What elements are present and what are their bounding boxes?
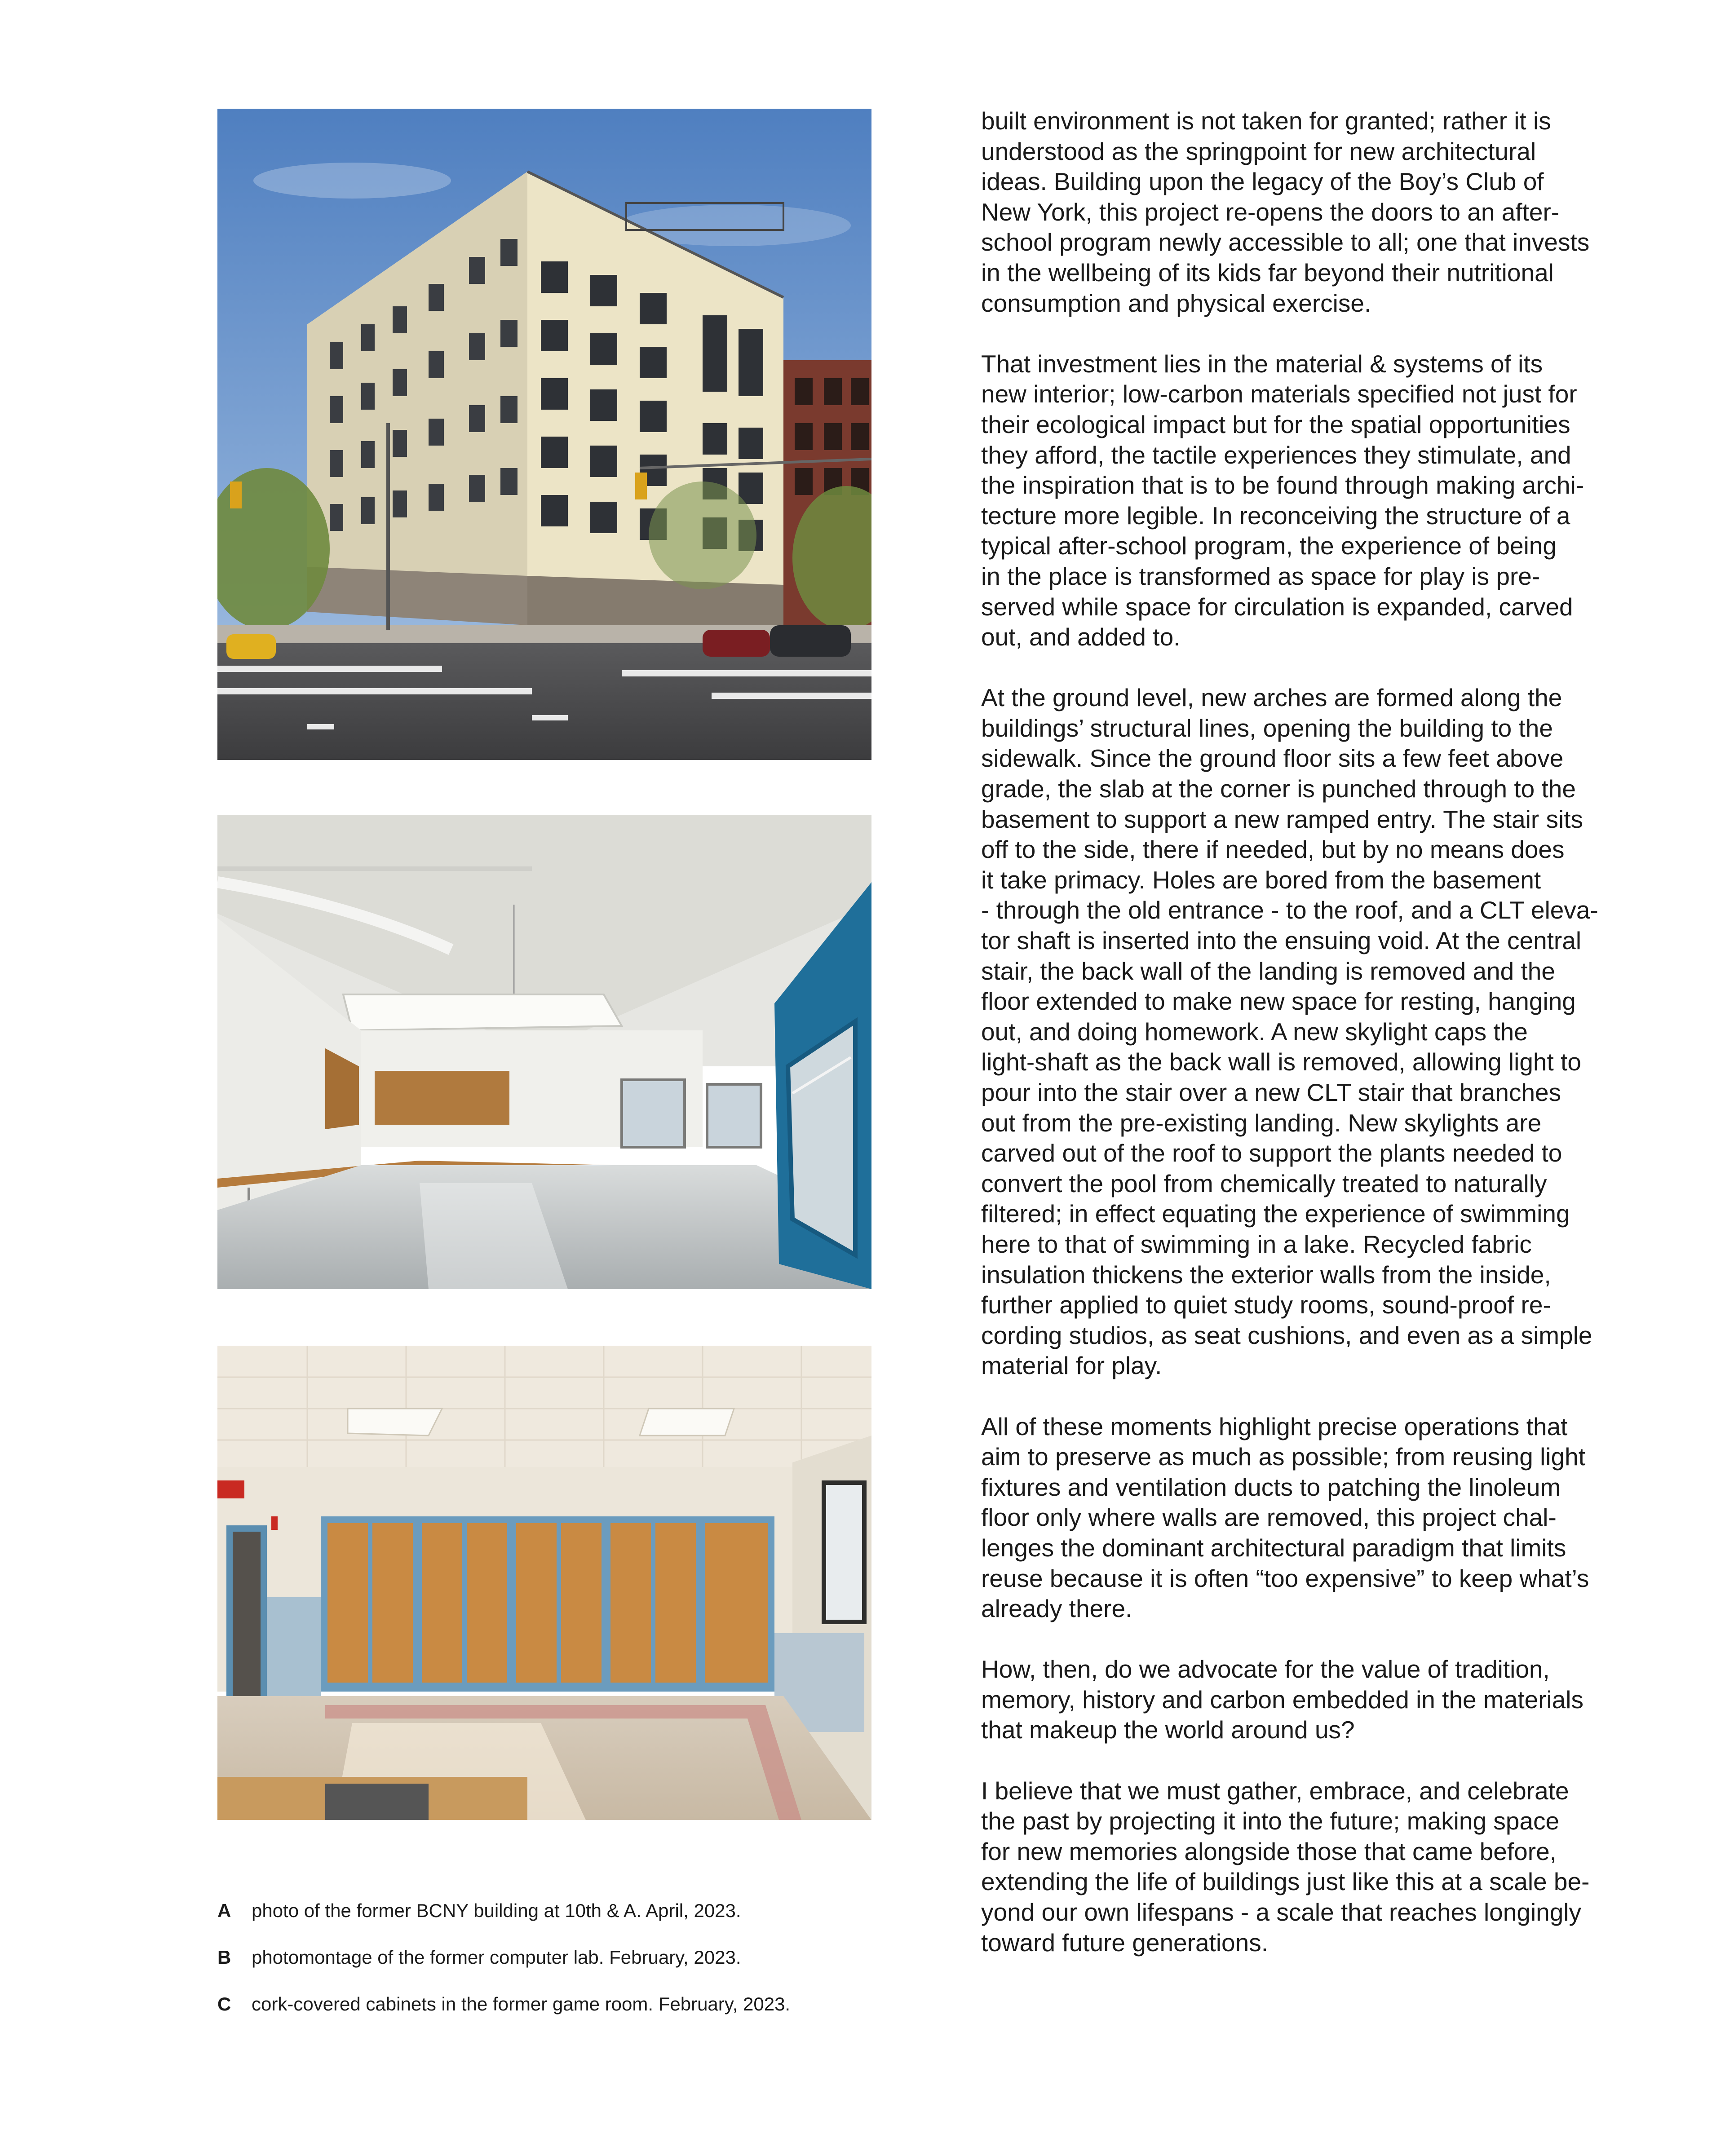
body-text-line: already there.	[981, 1595, 1132, 1623]
caption-c-text: cork-covered cabinets in the former game room. February, 2023.	[252, 1993, 791, 2015]
body-text-line: - through the old entrance - to the roof, and a CLT eleva-	[981, 896, 1598, 924]
caption-b-text: photomontage of the former computer lab. February, 2023.	[252, 1947, 741, 1968]
body-text-line: in the wellbeing of its kids far beyond their nutritional	[981, 258, 1554, 287]
body-text-line: school program newly accessible to all; one that invests	[981, 228, 1590, 256]
body-text-line: tor shaft is inserted into the ensuing void. At the central	[981, 927, 1582, 955]
caption-a-text: photo of the former BCNY building at 10th & A. April, 2023.	[252, 1900, 741, 1921]
body-text-line: fixtures and ventilation ducts to patching the linoleum	[981, 1473, 1561, 1501]
caption-a	[217, 1899, 741, 1922]
body-text-line: out, and added to.	[981, 623, 1181, 651]
body-text-line: basement to support a new ramped entry. The stair sits	[981, 805, 1583, 833]
body-text-line: cording studios, as seat cushions, and even as a simple	[981, 1321, 1592, 1349]
body-text-line: material for play.	[981, 1352, 1162, 1380]
body-text-line: carved out of the roof to support the plants needed to	[981, 1139, 1562, 1167]
body-text-line: At the ground level, new arches are formed along the	[981, 684, 1562, 712]
caption-a-letter: A	[217, 1900, 231, 1921]
body-paragraph	[981, 106, 1650, 318]
body-text-line: that makeup the world around us?	[981, 1716, 1355, 1744]
body-text-line: further applied to quiet study rooms, sound-proof re-	[981, 1291, 1551, 1319]
body-text-line: memory, history and carbon embedded in the materials	[981, 1685, 1584, 1714]
body-text-line: consumption and physical exercise.	[981, 289, 1371, 317]
body-paragraph	[981, 1412, 1650, 1624]
body-text-line: their ecological impact but for the spatial opportunities	[981, 410, 1570, 438]
body-text-line: off to the side, there if needed, but by no means does	[981, 835, 1565, 864]
photo-c-game-room-cabinets	[217, 1346, 871, 1820]
caption-b	[217, 1946, 741, 1969]
body-text-line: convert the pool from chemically treated to naturally	[981, 1169, 1547, 1197]
body-text-line: tecture more legible. In reconceiving the structure of a	[981, 501, 1570, 530]
game-room-cabinets-image	[217, 1346, 871, 1820]
body-text-line: for new memories alongside those that came before,	[981, 1837, 1557, 1865]
body-text-line: grade, the slab at the corner is punched through to the	[981, 775, 1576, 803]
building-exterior-image	[217, 109, 871, 760]
body-text-line: How, then, do we advocate for the value of tradition,	[981, 1655, 1550, 1683]
body-paragraph	[981, 683, 1650, 1381]
body-text-line: the past by projecting it into the future; making space	[981, 1807, 1560, 1835]
body-text-line: filtered; in effect equating the experience of swimming	[981, 1200, 1570, 1228]
body-text-line: floor only where walls are removed, this project chal-	[981, 1503, 1557, 1532]
body-text-line: insulation thickens the exterior walls from the inside,	[981, 1260, 1551, 1289]
body-text-line: ideas. Building upon the legacy of the Boy’s Club of	[981, 168, 1544, 196]
body-text-line: lenges the dominant architectural paradigm that limits	[981, 1533, 1566, 1562]
body-text-line: sidewalk. Since the ground floor sits a few feet above	[981, 744, 1564, 773]
body-text-column	[981, 106, 1650, 1988]
photo-b-computer-lab	[217, 815, 871, 1289]
body-paragraph	[981, 349, 1650, 653]
body-paragraph	[981, 1654, 1650, 1745]
body-text-line: the inspiration that is to be found through making archi-	[981, 471, 1584, 499]
body-text-line: they afford, the tactile experiences they stimulate, and	[981, 441, 1571, 469]
computer-lab-image	[217, 815, 871, 1289]
body-text-line: That investment lies in the material & systems of its	[981, 349, 1543, 378]
body-text-line: here to that of swimming in a lake. Recycled fabric	[981, 1230, 1532, 1258]
body-text-line: it take primacy. Holes are bored from the basement	[981, 866, 1541, 894]
caption-c	[217, 1993, 790, 2016]
body-text-line: pour into the stair over a new CLT stair that branches	[981, 1078, 1561, 1106]
body-text-line: out, and doing homework. A new skylight caps the	[981, 1017, 1528, 1046]
body-text-line: stair, the back wall of the landing is removed and the	[981, 957, 1555, 985]
body-text-line: served while space for circulation is expanded, carved	[981, 592, 1573, 621]
body-text-line: new interior; low-carbon materials specified not just for	[981, 380, 1577, 408]
body-text-line: New York, this project re-opens the doors to an after-	[981, 198, 1560, 226]
body-text-line: typical after-school program, the experience of being	[981, 532, 1557, 560]
body-text-line: understood as the springpoint for new architectural	[981, 137, 1536, 165]
body-paragraph	[981, 1776, 1650, 1958]
body-text-line: buildings’ structural lines, opening the building to the	[981, 714, 1553, 742]
caption-c-letter: C	[217, 1993, 231, 2015]
body-text-line: in the place is transformed as space for play is pre-	[981, 562, 1540, 590]
body-text-line: extending the life of buildings just like this at a scale be-	[981, 1868, 1590, 1896]
caption-b-letter: B	[217, 1947, 231, 1968]
body-text-line: out from the pre-existing landing. New skylights are	[981, 1109, 1542, 1137]
body-text-line: yond our own lifespans - a scale that reaches longingly	[981, 1898, 1582, 1926]
body-text-line: I believe that we must gather, embrace, and celebrate	[981, 1776, 1569, 1805]
body-text-line: reuse because it is often “too expensive” to keep what’s	[981, 1564, 1589, 1592]
photo-a-building-exterior	[217, 109, 871, 760]
body-text-line: aim to preserve as much as possible; from reusing light	[981, 1443, 1586, 1471]
body-text-line: light-shaft as the back wall is removed, allowing light to	[981, 1048, 1581, 1076]
body-text-line: toward future generations.	[981, 1928, 1268, 1957]
body-text-line: built environment is not taken for granted; rather it is	[981, 107, 1551, 135]
body-text-line: All of these moments highlight precise operations that	[981, 1412, 1568, 1440]
body-text-line: floor extended to make new space for resting, hanging	[981, 987, 1576, 1016]
